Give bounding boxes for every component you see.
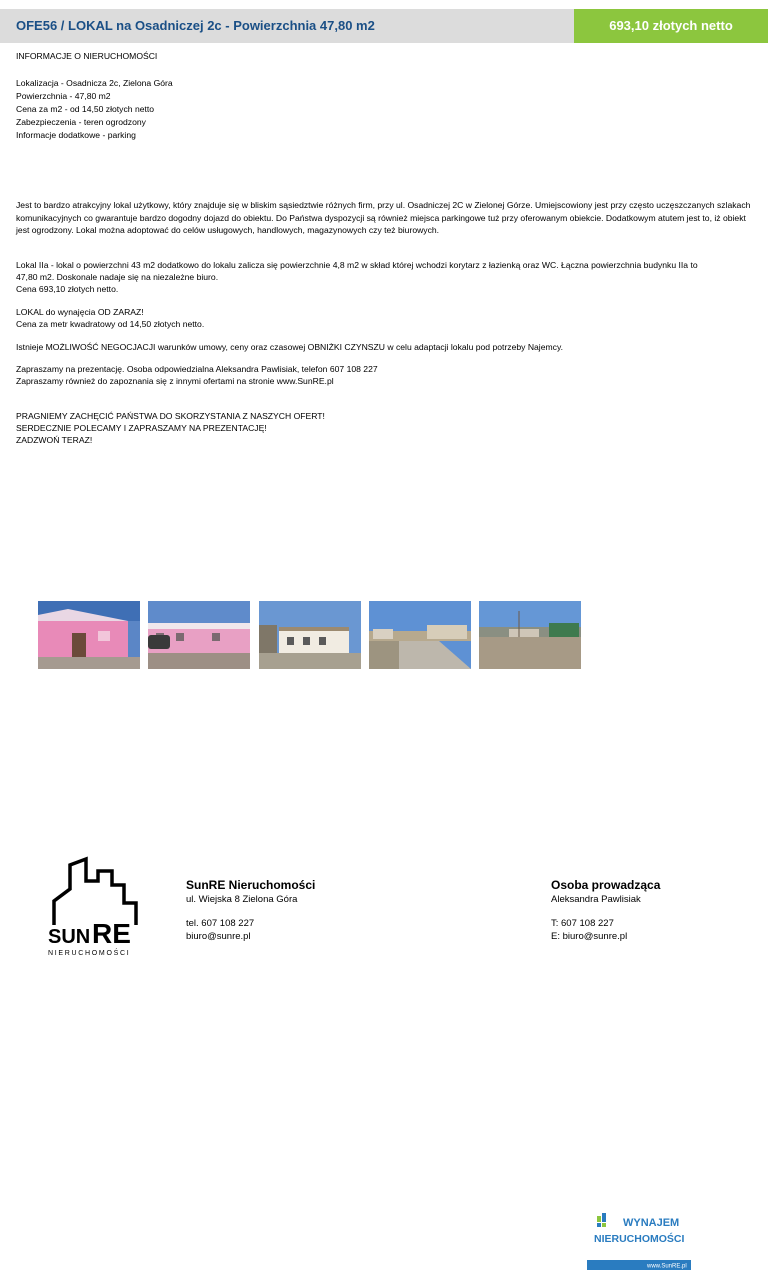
photo-3[interactable]	[259, 601, 361, 669]
skyline-icon	[54, 859, 136, 925]
description-paragraph-2-line-1: Lokal IIa - lokal o powierzchni 43 m2 dodatkowo do lokalu zalicza się powierzchnie 4,8 m2 w skład której wchodzi korytarz z łazienką oraz WC. Łączna powierzchnia budynku IIa to	[16, 260, 698, 270]
description-paragraph-2-line-3: Cena 693,10 złotych netto.	[16, 284, 119, 294]
footer-contact-name: Aleksandra Pawlisiak	[551, 894, 641, 905]
ad-logo-line-1: WYNAJEM	[623, 1217, 680, 1229]
offer-header	[0, 0, 768, 44]
description-paragraph-6-line-2: SERDECZNIE POLECAMY I ZAPRASZAMY NA PREZENTACJĘ!	[16, 423, 267, 433]
footer-contact-heading: Osoba prowadząca	[551, 878, 661, 892]
info-price-per-m2: Cena za m2 - od 14,50 złotych netto	[16, 104, 155, 114]
description-paragraph-3-line-1: LOKAL do wynajęcia OD ZARAZ!	[16, 307, 144, 317]
description-paragraph-3-line-2: Cena za metr kwadratowy od 14,50 złotych netto.	[16, 319, 205, 329]
logo-name-part-2: RE	[92, 918, 131, 949]
footer-company-name: SunRE Nieruchomości	[186, 878, 316, 892]
info-heading: INFORMACJE O NIERUCHOMOŚCI	[16, 51, 158, 61]
description-paragraph-2-line-2: 47,80 m2. Doskonale nadaje się na niezależne biuro.	[16, 272, 219, 282]
footer-company-address: ul. Wiejska 8 Zielona Góra	[186, 894, 298, 905]
footer-company	[186, 877, 315, 943]
logo-name-part-1: SUN	[48, 926, 91, 948]
ad-logo	[587, 1202, 691, 1270]
photo-5[interactable]	[479, 601, 581, 669]
photo-4[interactable]	[369, 601, 471, 669]
company-logo	[46, 855, 144, 959]
offer-title: OFE56 / LOKAL na Osadniczej 2c - Powierzchnia 47,80 m2	[0, 9, 574, 43]
photo-1[interactable]	[38, 601, 140, 669]
ad-logo-url: www.SunRE.pl	[647, 1263, 687, 1270]
footer-contact	[551, 877, 660, 943]
footer-contact-email[interactable]: E: biuro@sunre.pl	[551, 931, 628, 942]
info-location: Lokalizacja - Osadnicza 2c, Zielona Góra	[16, 78, 173, 88]
info-extra: Informacje dodatkowe - parking	[16, 130, 136, 140]
description-paragraph-4: Istnieje MOŻLIWOŚĆ NEGOCJACJI warunków umowy, ceny oraz czasowej OBNIŻKI CZYNSZU w celu adaptacji lokalu pod potrzeby Najemcy.	[16, 342, 563, 352]
offer-price: 693,10 złotych netto	[574, 9, 768, 43]
description-paragraph-5-line-2: Zapraszamy również do zapoznania się z innymi ofertami na stronie www.SunRE.pl	[16, 376, 334, 386]
photo-2[interactable]	[148, 601, 250, 669]
ad-logo-line-2: NIERUCHOMOŚCI	[594, 1233, 685, 1245]
description-paragraph-5-line-1: Zapraszamy na prezentację. Osoba odpowiedzialna Aleksandra Pawlisiak, telefon 607 108 227	[16, 364, 378, 374]
description-paragraph-6-line-1: PRAGNIEMY ZACHĘCIĆ PAŃSTWA DO SKORZYSTANIA Z NASZYCH OFERT!	[16, 411, 325, 421]
footer-company-tel[interactable]: tel. 607 108 227	[186, 918, 255, 929]
logo-subtitle: NIERUCHOMOŚCI	[48, 950, 131, 957]
footer-company-email[interactable]: biuro@sunre.pl	[186, 931, 251, 942]
info-area: Powierzchnia - 47,80 m2	[16, 91, 111, 101]
info-security: Zabezpieczenia - teren ogrodzony	[16, 117, 146, 127]
description-paragraph-1: Jest to bardzo atrakcyjny lokal użytkowy, który znajduje się w bliskim sąsiedztwie różnych firm, przy ul. Osadniczej 2C w Zielonej Górze. Umiejscowiony jest przy często uczęszczanych szlakach komunikacyjnych co gwarantuje bardzo dogodny dojazd do obiektu. Do Państwa dyspozycji są również miejsca parkingowe tuż przy oferowanym obiekcie. Dodatkowym atutem jest to, iż obiekt jest ogrodzony. Lokal można adoptować do celów usługowych, handlowych, magazynowych czy też biurowych.	[16, 200, 751, 235]
footer-contact-tel[interactable]: T: 607 108 227	[551, 918, 614, 929]
description-paragraph-6-line-3: ZADZWOŃ TERAZ!	[16, 435, 93, 445]
